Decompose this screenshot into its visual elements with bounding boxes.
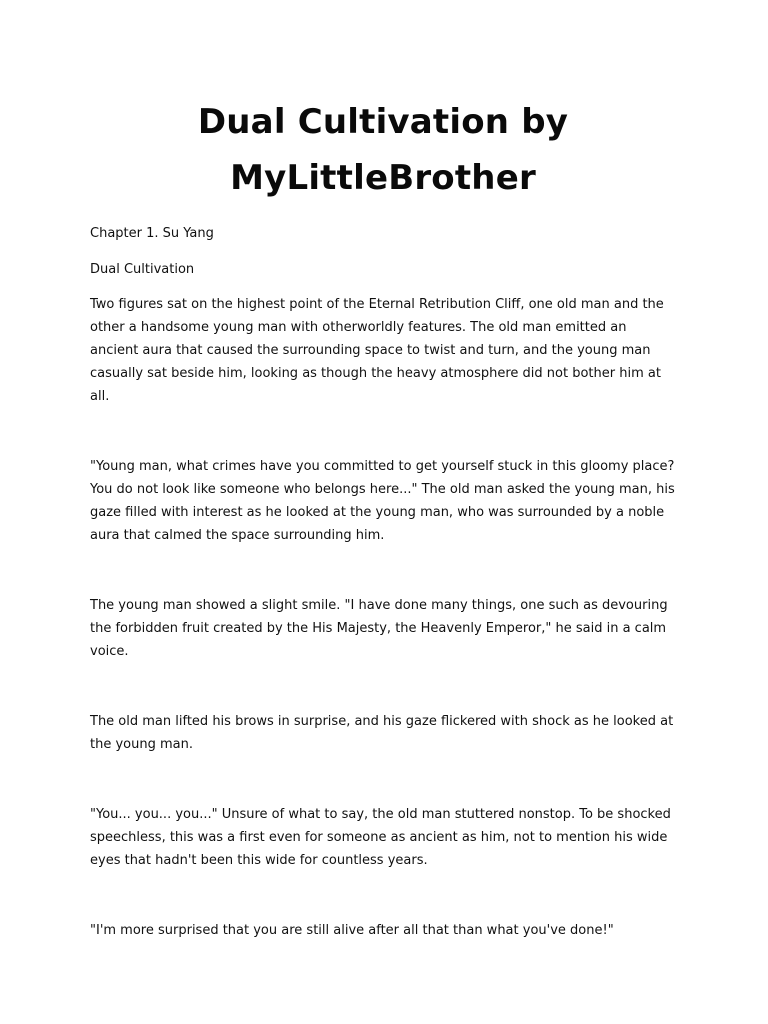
paragraph-2: "Young man, what crimes have you committed to get yourself stuck in this gloomy place? You do not look like someone who belongs here..." The old man asked the young man, his gaze filled with interest as he looked at the young man, who was surrounded by a noble aura that calmed the space surrounding him. <box>90 459 675 543</box>
document-title <box>90 0 676 206</box>
paragraph-5: "You... you... you..." Unsure of what to say, the old man stuttered nonstop. To be shocked speechless, this was a first even for someone as ancient as him, not to mention his wide eyes that hadn't been this wide for countless years. <box>90 807 671 868</box>
paragraph-3: The young man showed a slight smile. "I have done many things, one such as devouring the forbidden fruit created by the His Majesty, the Heavenly Emperor," he said in a calm voice. <box>90 598 668 659</box>
title-line-2: MyLittleBrother <box>230 158 536 198</box>
chapter-subtitle: Dual Cultivation <box>90 262 195 277</box>
paragraph-6: "I'm more surprised that you are still alive after all that than what you've done!" <box>90 923 614 938</box>
chapter-heading: Chapter 1. Su Yang <box>90 226 214 241</box>
title-line-1: Dual Cultivation by <box>197 102 569 142</box>
paragraph-1: Two figures sat on the highest point of the Eternal Retribution Cliff, one old man and the other a handsome young man with otherworldly features. The old man emitted an ancient aura that caused the surrounding space to twist and turn, and the young man casually sat beside him, looking as though the heavy atmosphere did not bother him at all. <box>90 297 664 404</box>
paragraph-4: The old man lifted his brows in surprise, and his gaze flickered with shock as he looked at the young man. <box>90 714 674 752</box>
